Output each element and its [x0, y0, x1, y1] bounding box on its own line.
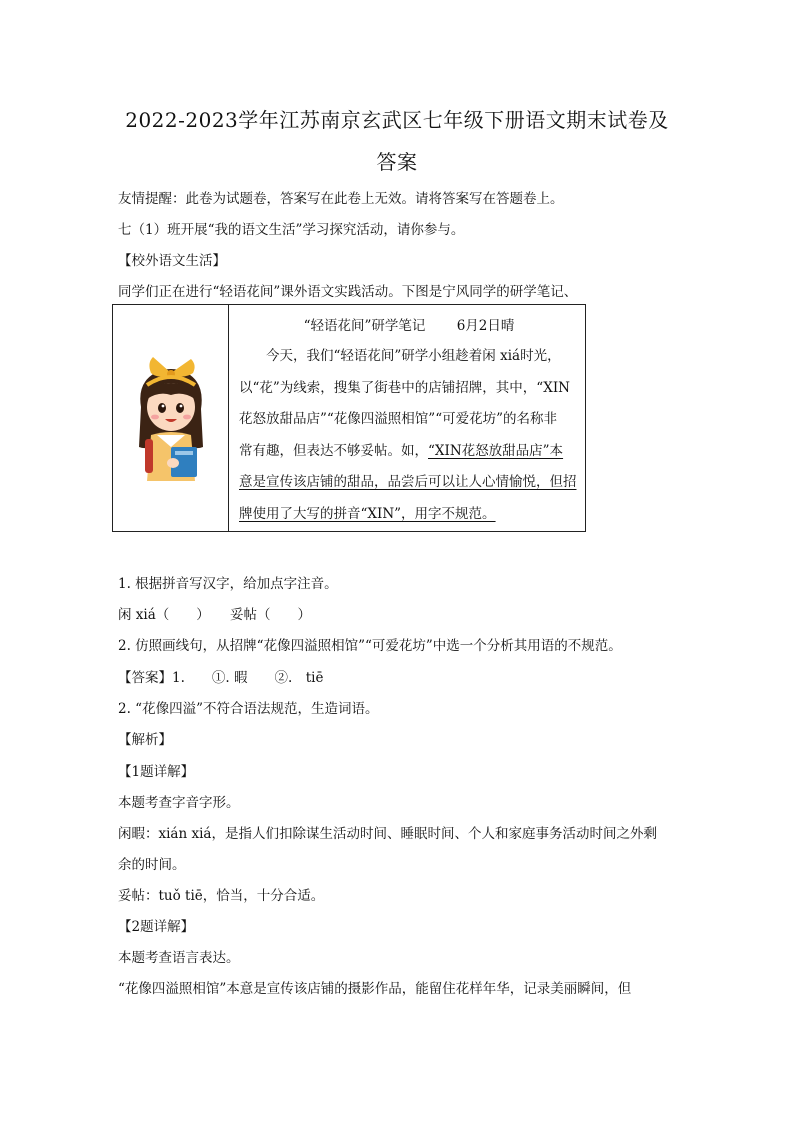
detail-text: 余的时间。 — [118, 857, 186, 873]
detail-text: 闲暇：xián xiá，是指人们扣除谋生活动时间、睡眠时间、个人和家庭事务活动时间之外剩 — [118, 826, 657, 842]
question-1-blanks: 闲 xiá（ ） 妥帖（ ） — [118, 607, 312, 623]
answer-line: 【答案】1. ①. 暇 ②. tiē — [118, 670, 324, 686]
answer-line: 2. “花像四溢”不符合语法规范，生造词语。 — [118, 701, 379, 717]
analysis-heading: 【解析】 — [118, 732, 172, 748]
detail-heading: 【2题详解】 — [118, 919, 195, 935]
note-line: 今天，我们“轻语花间”研学小组趁着闲 xiá时光， — [239, 348, 561, 364]
detail-text: 本题考查字音字形。 — [118, 795, 240, 811]
underlined-sentence: “XIN花怒放甜品店”本 — [428, 442, 564, 459]
question-1: 1. 根据拼音写汉字，给加点字注音。 — [118, 576, 338, 592]
detail-text: 妥帖：tuǒ tiē，恰当，十分合适。 — [118, 888, 325, 904]
note-line-text: 常有趣，但表达不够妥帖。如， — [239, 442, 428, 459]
reminder-text: 友情提醒：此卷为试题卷，答案写在此卷上无效。请将答案写在答题卷上。 — [118, 191, 564, 207]
note-line — [239, 440, 579, 472]
document-title-cont: 答案 — [376, 150, 418, 174]
note-header: “轻语花间”研学笔记 6月2日晴 — [303, 318, 515, 334]
detail-text: “花像四溢照相馆”本意是宣传该店铺的摄影作品，能留住花样年华，记录美丽瞬间，但 — [118, 981, 632, 997]
activity-text: 七（1）班开展“我的语文生活”学习探究活动，请你参与。 — [118, 222, 465, 238]
underlined-sentence: 意是宣传该店铺的甜品，品尝后可以让人心情愉悦，但招 — [239, 474, 577, 490]
underlined-sentence: 牌使用了大写的拼音“XIN”，用字不规范。 — [239, 505, 496, 522]
study-note-table — [112, 304, 586, 532]
girl-reading-icon — [123, 355, 219, 485]
question-2: 2. 仿照画线句，从招牌“花像四溢照相馆”“可爱花坊”中选一个分析其用语的不规范。 — [118, 638, 622, 654]
note-line: 花怒放甜品店”“花像四溢照相馆”“可爱花坊”的名称非 — [239, 411, 558, 427]
detail-text: 本题考查语言表达。 — [118, 950, 240, 966]
context-text: 同学们正在进行“轻语花间”课外语文实践活动。下图是宁风同学的研学笔记、 — [118, 284, 578, 300]
note-content — [239, 315, 579, 534]
detail-heading: 【1题详解】 — [118, 764, 195, 780]
note-line: 以“花”为线索，搜集了街巷中的店铺招牌，其中，“XIN — [239, 379, 570, 396]
document-title: 2022-2023学年江苏南京玄武区七年级下册语文期末试卷及 — [125, 108, 669, 132]
table-divider — [228, 305, 229, 531]
section-heading: 【校外语文生活】 — [118, 253, 226, 269]
